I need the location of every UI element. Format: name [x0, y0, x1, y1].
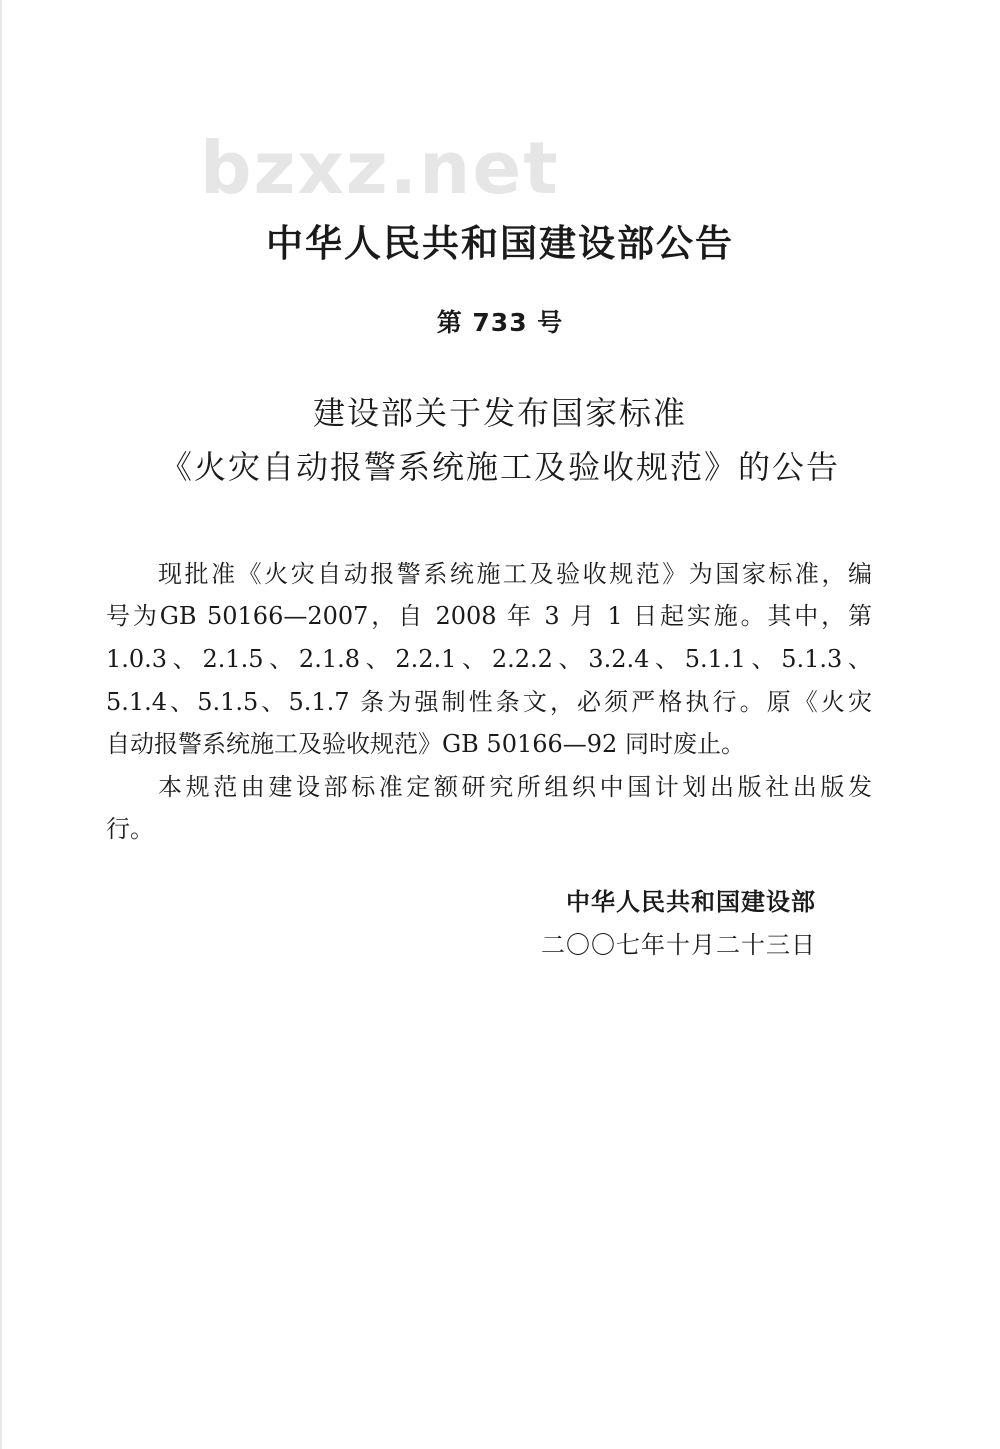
body-paragraph-1-line-1: 现批准《火灾自动报警系统施工及验收规范》为国家标准，编 [158, 560, 872, 588]
body-paragraph-1-line-2: 号为GB 50166—2007，自 2008 年 3 月 1 日起实施。其中，第 [106, 602, 872, 630]
signature-organization: 中华人民共和国建设部 [566, 888, 816, 916]
signature-date: 二〇〇七年十月二十三日 [541, 931, 816, 959]
subtitle-line-1: 建设部关于发布国家标准 [312, 394, 687, 432]
announcement-title: 中华人民共和国建设部公告 [266, 222, 734, 265]
announcement-number: 第 733 号 [436, 308, 564, 337]
body-paragraph-2-line-2: 行。 [106, 815, 154, 843]
body-paragraph-1-line-3: 1.0.3、2.1.5、2.1.8、2.2.1、2.2.2、3.2.4、5.1.1、5.1.3、 [106, 645, 872, 673]
body-paragraph-1-line-4: 5.1.4、5.1.5、5.1.7 条为强制性条文，必须严格执行。原《火灾 [106, 688, 872, 716]
subtitle-line-2: 《火灾自动报警系统施工及验收规范》的公告 [159, 448, 840, 486]
page-edge [0, 0, 2, 1449]
body-paragraph-2-line-1: 本规范由建设部标准定额研究所组织中国计划出版社出版发 [158, 773, 872, 801]
body-paragraph-1-line-5: 自动报警系统施工及验收规范》GB 50166—92 同时废止。 [106, 730, 745, 758]
watermark-text: bzxz.net [200, 126, 560, 210]
